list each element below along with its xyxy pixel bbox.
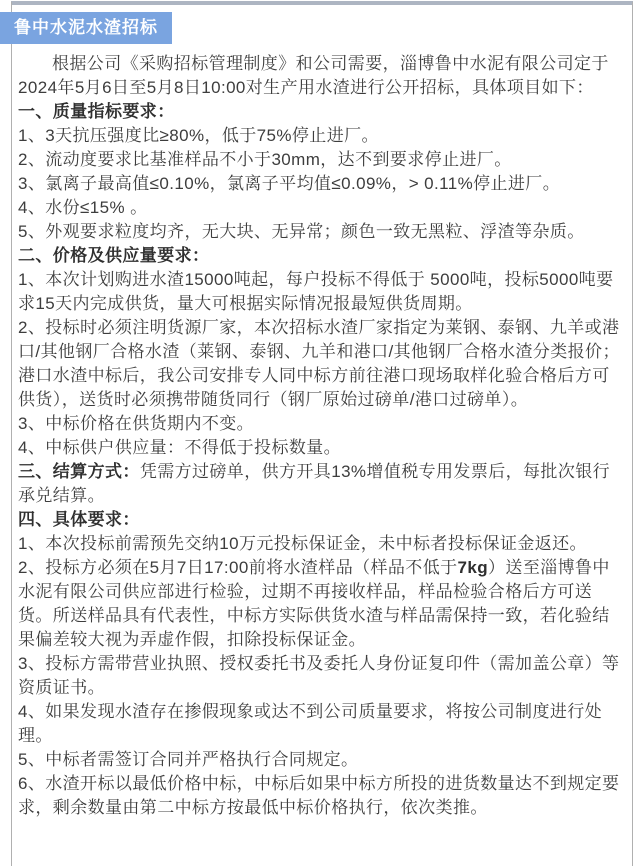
- paragraph-text-segment: 1、本次计划购进水渣15000吨起，每户投标不得低于 5000吨，投标5000吨要求15天内完成供货，量大可根据实际情况报最短供货周期。: [18, 270, 614, 313]
- left-border-line: [11, 2, 12, 866]
- paragraph: [18, 196, 624, 220]
- paragraph: [18, 412, 624, 436]
- paragraph-text-segment: 1、3天抗压强度比≥80%，低于75%停止进厂。: [18, 126, 379, 145]
- paragraph-text-segment: 4、如果发现水渣存在掺假现象或达不到公司质量要求，将按公司制度进行处理。: [18, 702, 603, 745]
- paragraph: [18, 172, 624, 196]
- paragraph: [18, 556, 624, 652]
- paragraph-bold-segment: 三、结算方式：: [18, 462, 140, 481]
- document-body: [18, 52, 624, 820]
- paragraph: [18, 124, 624, 148]
- paragraph-bold-segment: 四、具体要求：: [18, 510, 140, 529]
- paragraph: [18, 148, 624, 172]
- paragraph: [18, 652, 624, 700]
- paragraph-text-segment: 5、中标者需签订合同并严格执行合同规定。: [18, 750, 359, 769]
- paragraph: [18, 772, 624, 820]
- paragraph: [18, 316, 624, 412]
- paragraph-text-segment: 6、水渣开标以最低价格中标，中标后如果中标方所投的进货数量达不到规定要求，剩余数量由第二中标方按最低中标价格执行，依次类推。: [18, 774, 620, 817]
- paragraph-text-segment: 2、投标时必须注明货源厂家，本次招标水渣厂家指定为莱钢、泰钢、九羊或港口/其他钢厂合格水渣（莱钢、泰钢、九羊和港口/其他钢厂合格水渣分类报价；港口水渣中标后，我公司安排专人同中标方前往港口现场取样化验合格后方可供货），送货时必须携带随货同行（钢厂原始过磅单/港口过磅单）。: [18, 318, 620, 409]
- paragraph-bold-segment: 7kg: [457, 558, 489, 577]
- paragraph-text-segment: 3、投标方需带营业执照、授权委托书及委托人身份证复印件（需加盖公章）等资质证书。: [18, 654, 620, 697]
- paragraph: [18, 532, 624, 556]
- right-border-line: [632, 2, 633, 866]
- paragraph: [18, 700, 624, 748]
- top-divider-bar: [11, 1, 633, 5]
- paragraph-text-segment: 2、流动度要求比基准样品不小于30mm，达不到要求停止进厂。: [18, 150, 512, 169]
- paragraph-text-segment: 3、中标价格在供货期内不变。: [18, 414, 255, 433]
- paragraph-text-segment: 根据公司《采购招标管理制度》和公司需要，淄博鲁中水泥有限公司定于2024年5月6日至5月8日10:00对生产用水渣进行公开招标，具体项目如下：: [18, 54, 609, 97]
- paragraph-text-segment: 3、氯离子最高值≤0.10%，氯离子平均值≤0.09%，> 0.11%停止进厂。: [18, 174, 561, 193]
- paragraph-text-segment: 凭需方过磅单，供方开具13%增值税专用发票后，每批次银行承兑结算。: [18, 462, 611, 505]
- paragraph-text-segment: 2、投标方必须在5月7日17:00前将水渣样品（样品不低于: [18, 558, 458, 577]
- paragraph: [18, 436, 624, 460]
- paragraph-bold-segment: 二、价格及供应量要求：: [18, 246, 210, 265]
- paragraph-text-segment: 5、外观要求粒度均齐，无大块、无异常；颜色一致无黑粒、浮渣等杂质。: [18, 222, 585, 241]
- paragraph: [18, 748, 624, 772]
- paragraph: [18, 508, 624, 532]
- paragraph: [18, 220, 624, 244]
- paragraph: [18, 244, 624, 268]
- paragraph: [18, 460, 624, 508]
- paragraph-text-segment: 4、水份≤15% 。: [18, 198, 148, 217]
- paragraph: [18, 52, 624, 100]
- title-badge: 鲁中水泥水渣招标: [0, 12, 172, 44]
- paragraph: [18, 100, 624, 124]
- paragraph: [18, 268, 624, 316]
- paragraph-bold-segment: 一、质量指标要求：: [18, 102, 175, 121]
- paragraph-text-segment: ）送至淄博鲁中水泥有限公司供应部进行检验，过期不再接收样品，样品检验合格后方可送货。所送样品具有代表性，中标方实际供货水渣与样品需保持一致，若化验结果偏差较大视为弄虚作假，扣除投标保证金。: [18, 558, 610, 649]
- paragraph-text-segment: 4、中标供户供应量：不得低于投标数量。: [18, 438, 342, 457]
- paragraph-text-segment: 1、本次投标前需预先交纳10万元投标保证金，未中标者投标保证金返还。: [18, 534, 587, 553]
